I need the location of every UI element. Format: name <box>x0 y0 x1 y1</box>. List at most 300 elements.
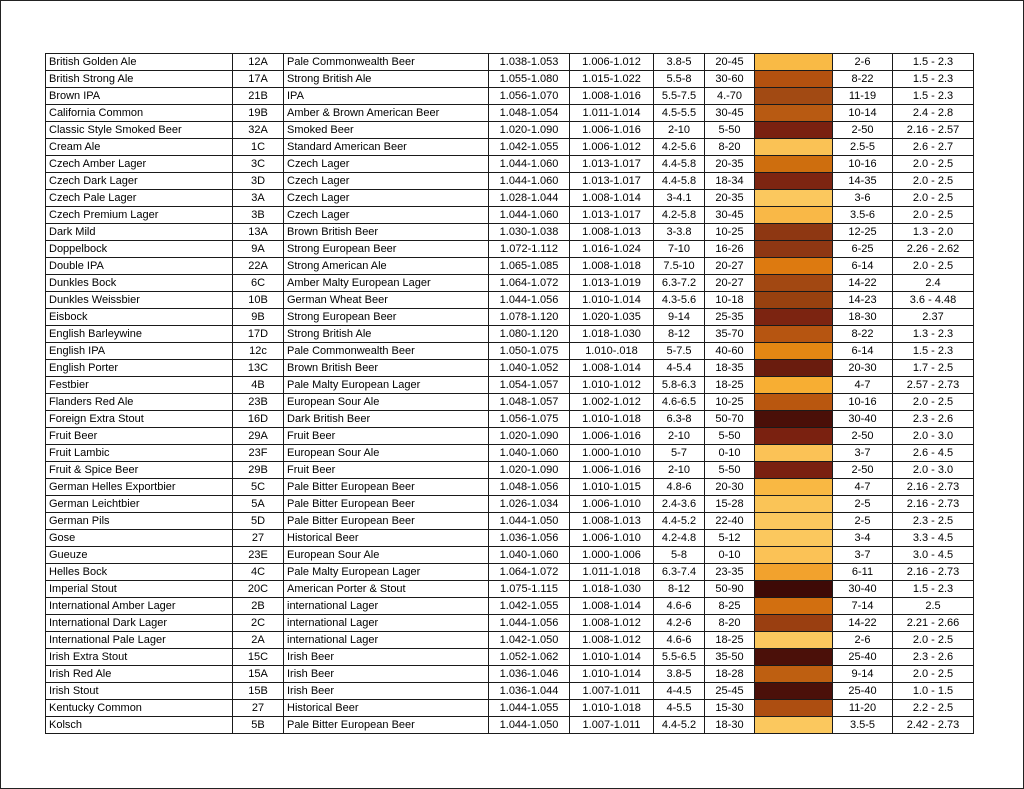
color-swatch-cell <box>755 122 833 139</box>
abv-range-cell: 4.4-5.8 <box>654 156 705 173</box>
ibu-range-cell: 10-18 <box>705 292 755 309</box>
color-swatch-cell <box>755 360 833 377</box>
color-swatch-cell <box>755 564 833 581</box>
color-swatch-cell <box>755 207 833 224</box>
srm-range-cell: 2.5-5 <box>833 139 893 156</box>
og-range-cell: 1.020-1.090 <box>489 428 570 445</box>
srm-range-cell: 10-16 <box>833 156 893 173</box>
category-code-cell: 17D <box>233 326 284 343</box>
abv-range-cell: 4.3-5.6 <box>654 292 705 309</box>
category-code-cell: 12c <box>233 343 284 360</box>
category-code-cell: 9B <box>233 309 284 326</box>
ibu-range-cell: 16-26 <box>705 241 755 258</box>
category-name-cell: Dark British Beer <box>284 411 489 428</box>
ibu-range-cell: 18-25 <box>705 632 755 649</box>
srm-range-cell: 6-14 <box>833 343 893 360</box>
category-name-cell: European Sour Ale <box>284 394 489 411</box>
abv-range-cell: 5-8 <box>654 547 705 564</box>
og-range-cell: 1.080-1.120 <box>489 326 570 343</box>
ibu-range-cell: 20-27 <box>705 258 755 275</box>
abv-range-cell: 9-14 <box>654 309 705 326</box>
og-range-cell: 1.052-1.062 <box>489 649 570 666</box>
ibu-range-cell: 30-45 <box>705 105 755 122</box>
style-name-cell: Brown IPA <box>46 88 233 105</box>
category-name-cell: Irish Beer <box>284 666 489 683</box>
category-code-cell: 20C <box>233 581 284 598</box>
style-name-cell: Classic Style Smoked Beer <box>46 122 233 139</box>
srm-range-cell: 3-6 <box>833 190 893 207</box>
co2-range-cell: 2.3 - 2.5 <box>893 513 974 530</box>
category-name-cell: IPA <box>284 88 489 105</box>
abv-range-cell: 5.5-6.5 <box>654 649 705 666</box>
og-range-cell: 1.048-1.054 <box>489 105 570 122</box>
table-row <box>46 156 974 173</box>
abv-range-cell: 4.6-6 <box>654 598 705 615</box>
category-name-cell: Brown British Beer <box>284 360 489 377</box>
style-name-cell: International Dark Lager <box>46 615 233 632</box>
style-name-cell: International Pale Lager <box>46 632 233 649</box>
abv-range-cell: 4.2-6 <box>654 615 705 632</box>
table-row <box>46 105 974 122</box>
color-swatch-cell <box>755 581 833 598</box>
style-name-cell: California Common <box>46 105 233 122</box>
ibu-range-cell: 22-40 <box>705 513 755 530</box>
fg-range-cell: 1.010-1.012 <box>570 377 654 394</box>
abv-range-cell: 3.8-5 <box>654 666 705 683</box>
color-swatch-cell <box>755 377 833 394</box>
table-row <box>46 547 974 564</box>
fg-range-cell: 1.016-1.024 <box>570 241 654 258</box>
fg-range-cell: 1.000-1.006 <box>570 547 654 564</box>
srm-range-cell: 8-22 <box>833 71 893 88</box>
ibu-range-cell: 18-28 <box>705 666 755 683</box>
og-range-cell: 1.040-1.060 <box>489 445 570 462</box>
style-name-cell: German Helles Exportbier <box>46 479 233 496</box>
co2-range-cell: 1.3 - 2.0 <box>893 224 974 241</box>
category-name-cell: international Lager <box>284 598 489 615</box>
og-range-cell: 1.056-1.075 <box>489 411 570 428</box>
category-name-cell: European Sour Ale <box>284 547 489 564</box>
category-code-cell: 2B <box>233 598 284 615</box>
style-name-cell: Dunkles Weissbier <box>46 292 233 309</box>
ibu-range-cell: 35-70 <box>705 326 755 343</box>
category-code-cell: 4C <box>233 564 284 581</box>
style-name-cell: Czech Dark Lager <box>46 173 233 190</box>
table-row <box>46 394 974 411</box>
abv-range-cell: 5.5-8 <box>654 71 705 88</box>
ibu-range-cell: 8-20 <box>705 615 755 632</box>
fg-range-cell: 1.010-1.015 <box>570 479 654 496</box>
og-range-cell: 1.020-1.090 <box>489 122 570 139</box>
fg-range-cell: 1.010-1.018 <box>570 700 654 717</box>
srm-range-cell: 4-7 <box>833 479 893 496</box>
srm-range-cell: 6-14 <box>833 258 893 275</box>
srm-range-cell: 2-6 <box>833 54 893 71</box>
category-name-cell: Smoked Beer <box>284 122 489 139</box>
og-range-cell: 1.020-1.090 <box>489 462 570 479</box>
ibu-range-cell: 30-60 <box>705 71 755 88</box>
style-name-cell: International Amber Lager <box>46 598 233 615</box>
ibu-range-cell: 20-35 <box>705 156 755 173</box>
table-row <box>46 683 974 700</box>
category-code-cell: 5D <box>233 513 284 530</box>
fg-range-cell: 1.010-.018 <box>570 343 654 360</box>
co2-range-cell: 2.0 - 2.5 <box>893 666 974 683</box>
co2-range-cell: 2.57 - 2.73 <box>893 377 974 394</box>
fg-range-cell: 1.015-1.022 <box>570 71 654 88</box>
color-swatch-cell <box>755 241 833 258</box>
category-code-cell: 5B <box>233 717 284 734</box>
abv-range-cell: 8-12 <box>654 326 705 343</box>
og-range-cell: 1.040-1.052 <box>489 360 570 377</box>
srm-range-cell: 3-7 <box>833 547 893 564</box>
abv-range-cell: 6.3-7.2 <box>654 275 705 292</box>
ibu-range-cell: 35-50 <box>705 649 755 666</box>
ibu-range-cell: 4.-70 <box>705 88 755 105</box>
co2-range-cell: 2.0 - 2.5 <box>893 207 974 224</box>
abv-range-cell: 7.5-10 <box>654 258 705 275</box>
category-code-cell: 22A <box>233 258 284 275</box>
fg-range-cell: 1.006-1.016 <box>570 122 654 139</box>
table-row <box>46 292 974 309</box>
co2-range-cell: 3.3 - 4.5 <box>893 530 974 547</box>
table-row <box>46 360 974 377</box>
category-code-cell: 15A <box>233 666 284 683</box>
style-name-cell: Double IPA <box>46 258 233 275</box>
style-name-cell: Fruit Beer <box>46 428 233 445</box>
category-name-cell: Strong British Ale <box>284 326 489 343</box>
style-name-cell: Kentucky Common <box>46 700 233 717</box>
og-range-cell: 1.044-1.060 <box>489 207 570 224</box>
color-swatch-cell <box>755 275 833 292</box>
srm-range-cell: 2-6 <box>833 632 893 649</box>
style-name-cell: Festbier <box>46 377 233 394</box>
category-name-cell: European Sour Ale <box>284 445 489 462</box>
table-row <box>46 343 974 360</box>
ibu-range-cell: 15-30 <box>705 700 755 717</box>
co2-range-cell: 3.0 - 4.5 <box>893 547 974 564</box>
category-name-cell: Amber Malty European Lager <box>284 275 489 292</box>
category-code-cell: 13A <box>233 224 284 241</box>
table-row <box>46 445 974 462</box>
color-swatch-cell <box>755 156 833 173</box>
og-range-cell: 1.044-1.060 <box>489 156 570 173</box>
co2-range-cell: 2.0 - 2.5 <box>893 190 974 207</box>
category-name-cell: Pale Commonwealth Beer <box>284 343 489 360</box>
table-row <box>46 71 974 88</box>
category-code-cell: 10B <box>233 292 284 309</box>
category-code-cell: 15B <box>233 683 284 700</box>
og-range-cell: 1.044-1.056 <box>489 615 570 632</box>
color-swatch-cell <box>755 224 833 241</box>
fg-range-cell: 1.008-1.014 <box>570 360 654 377</box>
ibu-range-cell: 5-50 <box>705 122 755 139</box>
abv-range-cell: 5.8-6.3 <box>654 377 705 394</box>
abv-range-cell: 4.8-6 <box>654 479 705 496</box>
fg-range-cell: 1.008-1.012 <box>570 632 654 649</box>
color-swatch-cell <box>755 530 833 547</box>
style-name-cell: Flanders Red Ale <box>46 394 233 411</box>
category-code-cell: 19B <box>233 105 284 122</box>
ibu-range-cell: 30-45 <box>705 207 755 224</box>
abv-range-cell: 4.2-5.8 <box>654 207 705 224</box>
fg-range-cell: 1.010-1.018 <box>570 411 654 428</box>
fg-range-cell: 1.007-1.011 <box>570 717 654 734</box>
abv-range-cell: 6.3-7.4 <box>654 564 705 581</box>
table-row <box>46 530 974 547</box>
abv-range-cell: 3-4.1 <box>654 190 705 207</box>
ibu-range-cell: 5-50 <box>705 462 755 479</box>
category-code-cell: 5A <box>233 496 284 513</box>
og-range-cell: 1.056-1.070 <box>489 88 570 105</box>
og-range-cell: 1.044-1.050 <box>489 513 570 530</box>
category-code-cell: 17A <box>233 71 284 88</box>
abv-range-cell: 7-10 <box>654 241 705 258</box>
og-range-cell: 1.036-1.044 <box>489 683 570 700</box>
fg-range-cell: 1.006-1.012 <box>570 54 654 71</box>
category-code-cell: 32A <box>233 122 284 139</box>
ibu-range-cell: 0-10 <box>705 547 755 564</box>
table-row <box>46 649 974 666</box>
srm-range-cell: 25-40 <box>833 683 893 700</box>
category-code-cell: 2C <box>233 615 284 632</box>
srm-range-cell: 10-16 <box>833 394 893 411</box>
color-swatch-cell <box>755 615 833 632</box>
co2-range-cell: 3.6 - 4.48 <box>893 292 974 309</box>
style-name-cell: Irish Stout <box>46 683 233 700</box>
table-row <box>46 54 974 71</box>
table-row <box>46 207 974 224</box>
co2-range-cell: 1.5 - 2.3 <box>893 88 974 105</box>
table-row <box>46 632 974 649</box>
co2-range-cell: 2.3 - 2.6 <box>893 411 974 428</box>
color-swatch-cell <box>755 71 833 88</box>
srm-range-cell: 14-35 <box>833 173 893 190</box>
category-code-cell: 16D <box>233 411 284 428</box>
style-name-cell: Imperial Stout <box>46 581 233 598</box>
ibu-range-cell: 20-27 <box>705 275 755 292</box>
srm-range-cell: 7-14 <box>833 598 893 615</box>
ibu-range-cell: 23-35 <box>705 564 755 581</box>
co2-range-cell: 2.5 <box>893 598 974 615</box>
srm-range-cell: 2-5 <box>833 513 893 530</box>
color-swatch-cell <box>755 632 833 649</box>
og-range-cell: 1.044-1.056 <box>489 292 570 309</box>
table-row <box>46 224 974 241</box>
style-name-cell: Czech Premium Lager <box>46 207 233 224</box>
category-name-cell: Pale Bitter European Beer <box>284 717 489 734</box>
table-row <box>46 479 974 496</box>
color-swatch-cell <box>755 513 833 530</box>
table-row <box>46 241 974 258</box>
category-code-cell: 3A <box>233 190 284 207</box>
co2-range-cell: 2.4 - 2.8 <box>893 105 974 122</box>
co2-range-cell: 2.21 - 2.66 <box>893 615 974 632</box>
color-swatch-cell <box>755 88 833 105</box>
ibu-range-cell: 5-50 <box>705 428 755 445</box>
style-name-cell: Czech Pale Lager <box>46 190 233 207</box>
abv-range-cell: 6.3-8 <box>654 411 705 428</box>
fg-range-cell: 1.008-1.016 <box>570 88 654 105</box>
category-name-cell: Pale Malty European Lager <box>284 564 489 581</box>
srm-range-cell: 8-22 <box>833 326 893 343</box>
ibu-range-cell: 25-45 <box>705 683 755 700</box>
srm-range-cell: 2-50 <box>833 122 893 139</box>
abv-range-cell: 4-5.5 <box>654 700 705 717</box>
co2-range-cell: 1.5 - 2.3 <box>893 343 974 360</box>
table-row <box>46 666 974 683</box>
fg-range-cell: 1.010-1.014 <box>570 666 654 683</box>
table-row <box>46 326 974 343</box>
og-range-cell: 1.036-1.056 <box>489 530 570 547</box>
fg-range-cell: 1.018-1.030 <box>570 326 654 343</box>
co2-range-cell: 2.6 - 4.5 <box>893 445 974 462</box>
abv-range-cell: 4.6-6 <box>654 632 705 649</box>
srm-range-cell: 3.5-6 <box>833 207 893 224</box>
category-name-cell: Irish Beer <box>284 649 489 666</box>
abv-range-cell: 2-10 <box>654 122 705 139</box>
category-name-cell: Pale Bitter European Beer <box>284 479 489 496</box>
og-range-cell: 1.065-1.085 <box>489 258 570 275</box>
color-swatch-cell <box>755 190 833 207</box>
table-row <box>46 462 974 479</box>
abv-range-cell: 4-5.4 <box>654 360 705 377</box>
fg-range-cell: 1.007-1.011 <box>570 683 654 700</box>
srm-range-cell: 12-25 <box>833 224 893 241</box>
table-row <box>46 428 974 445</box>
co2-range-cell: 2.16 - 2.73 <box>893 496 974 513</box>
og-range-cell: 1.042-1.050 <box>489 632 570 649</box>
srm-range-cell: 20-30 <box>833 360 893 377</box>
table-row <box>46 496 974 513</box>
color-swatch-cell <box>755 479 833 496</box>
category-code-cell: 12A <box>233 54 284 71</box>
category-name-cell: Amber & Brown American Beer <box>284 105 489 122</box>
og-range-cell: 1.078-1.120 <box>489 309 570 326</box>
ibu-range-cell: 10-25 <box>705 394 755 411</box>
og-range-cell: 1.044-1.050 <box>489 717 570 734</box>
category-code-cell: 5C <box>233 479 284 496</box>
category-name-cell: international Lager <box>284 615 489 632</box>
style-name-cell: English Porter <box>46 360 233 377</box>
category-code-cell: 27 <box>233 530 284 547</box>
category-code-cell: 21B <box>233 88 284 105</box>
fg-range-cell: 1.013-1.017 <box>570 207 654 224</box>
style-name-cell: Irish Extra Stout <box>46 649 233 666</box>
fg-range-cell: 1.006-1.012 <box>570 139 654 156</box>
table-row <box>46 258 974 275</box>
srm-range-cell: 9-14 <box>833 666 893 683</box>
color-swatch-cell <box>755 547 833 564</box>
fg-range-cell: 1.008-1.018 <box>570 258 654 275</box>
abv-range-cell: 4.4-5.8 <box>654 173 705 190</box>
co2-range-cell: 2.3 - 2.6 <box>893 649 974 666</box>
co2-range-cell: 2.16 - 2.57 <box>893 122 974 139</box>
color-swatch-cell <box>755 445 833 462</box>
fg-range-cell: 1.008-1.014 <box>570 598 654 615</box>
category-name-cell: Strong European Beer <box>284 241 489 258</box>
srm-range-cell: 11-19 <box>833 88 893 105</box>
fg-range-cell: 1.008-1.012 <box>570 615 654 632</box>
og-range-cell: 1.054-1.057 <box>489 377 570 394</box>
color-swatch-cell <box>755 258 833 275</box>
co2-range-cell: 1.3 - 2.3 <box>893 326 974 343</box>
category-code-cell: 23B <box>233 394 284 411</box>
srm-range-cell: 14-22 <box>833 615 893 632</box>
style-name-cell: Cream Ale <box>46 139 233 156</box>
co2-range-cell: 2.37 <box>893 309 974 326</box>
style-name-cell: British Golden Ale <box>46 54 233 71</box>
ibu-range-cell: 8-25 <box>705 598 755 615</box>
og-range-cell: 1.050-1.075 <box>489 343 570 360</box>
color-swatch-cell <box>755 343 833 360</box>
category-name-cell: Historical Beer <box>284 530 489 547</box>
og-range-cell: 1.042-1.055 <box>489 139 570 156</box>
ibu-range-cell: 0-10 <box>705 445 755 462</box>
category-name-cell: Czech Lager <box>284 173 489 190</box>
ibu-range-cell: 5-12 <box>705 530 755 547</box>
category-code-cell: 23F <box>233 445 284 462</box>
srm-range-cell: 11-20 <box>833 700 893 717</box>
co2-range-cell: 2.4 <box>893 275 974 292</box>
srm-range-cell: 30-40 <box>833 581 893 598</box>
style-name-cell: Irish Red Ale <box>46 666 233 683</box>
srm-range-cell: 2-50 <box>833 462 893 479</box>
category-code-cell: 9A <box>233 241 284 258</box>
category-name-cell: Brown British Beer <box>284 224 489 241</box>
abv-range-cell: 2-10 <box>654 462 705 479</box>
color-swatch-cell <box>755 496 833 513</box>
table-row <box>46 377 974 394</box>
category-name-cell: Czech Lager <box>284 207 489 224</box>
color-swatch-cell <box>755 649 833 666</box>
og-range-cell: 1.038-1.053 <box>489 54 570 71</box>
fg-range-cell: 1.018-1.030 <box>570 581 654 598</box>
table-row <box>46 717 974 734</box>
og-range-cell: 1.044-1.055 <box>489 700 570 717</box>
category-code-cell: 27 <box>233 700 284 717</box>
color-swatch-cell <box>755 683 833 700</box>
style-name-cell: Fruit Lambic <box>46 445 233 462</box>
fg-range-cell: 1.006-1.016 <box>570 428 654 445</box>
co2-range-cell: 2.0 - 2.5 <box>893 258 974 275</box>
style-name-cell: Fruit & Spice Beer <box>46 462 233 479</box>
color-swatch-cell <box>755 292 833 309</box>
fg-range-cell: 1.011-1.018 <box>570 564 654 581</box>
fg-range-cell: 1.013-1.017 <box>570 173 654 190</box>
co2-range-cell: 2.0 - 2.5 <box>893 156 974 173</box>
color-swatch-cell <box>755 326 833 343</box>
category-code-cell: 15C <box>233 649 284 666</box>
co2-range-cell: 2.42 - 2.73 <box>893 717 974 734</box>
co2-range-cell: 1.5 - 2.3 <box>893 71 974 88</box>
og-range-cell: 1.048-1.056 <box>489 479 570 496</box>
style-name-cell: Eisbock <box>46 309 233 326</box>
color-swatch-cell <box>755 54 833 71</box>
category-name-cell: Pale Bitter European Beer <box>284 496 489 513</box>
co2-range-cell: 2.0 - 2.5 <box>893 173 974 190</box>
table-row <box>46 122 974 139</box>
co2-range-cell: 2.0 - 3.0 <box>893 428 974 445</box>
color-swatch-cell <box>755 666 833 683</box>
color-swatch-cell <box>755 139 833 156</box>
color-swatch-cell <box>755 462 833 479</box>
ibu-range-cell: 25-35 <box>705 309 755 326</box>
ibu-range-cell: 20-30 <box>705 479 755 496</box>
table-row <box>46 700 974 717</box>
fg-range-cell: 1.002-1.012 <box>570 394 654 411</box>
ibu-range-cell: 18-34 <box>705 173 755 190</box>
